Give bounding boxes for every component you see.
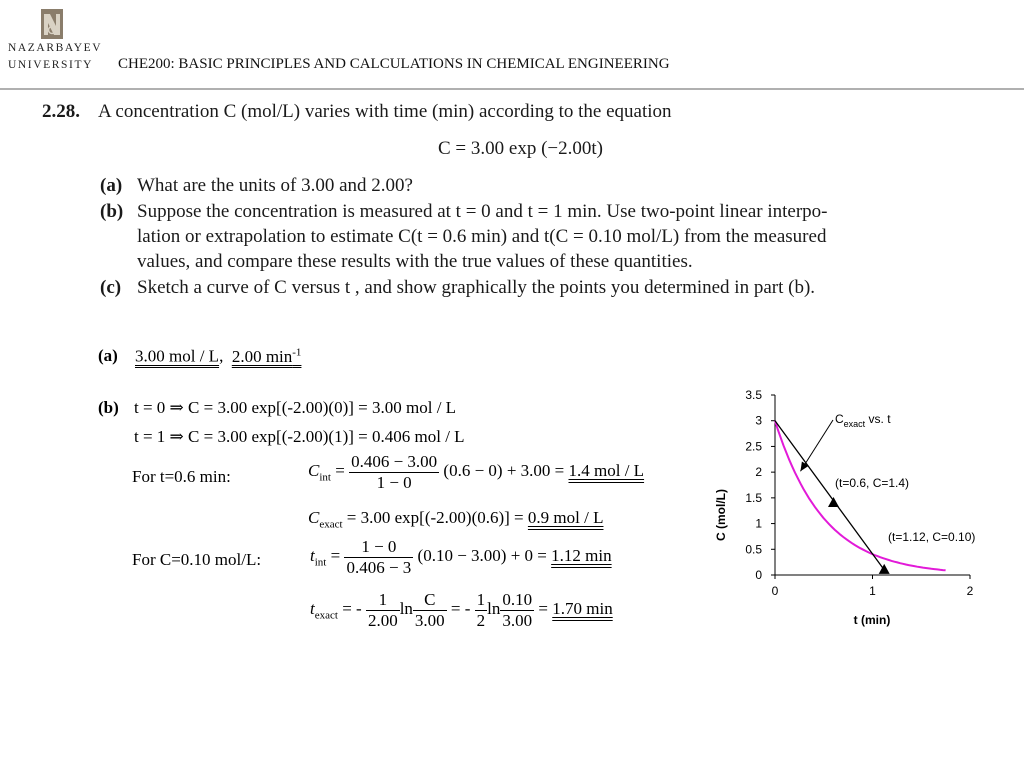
solution-b-label: (b) bbox=[98, 398, 119, 417]
part-c-text: Sketch a curve of C versus t , and show graphically the points you determined in part (b). bbox=[137, 277, 816, 298]
texact-frac3-den: 2 bbox=[476, 610, 486, 630]
texact-frac2 bbox=[413, 590, 447, 630]
part-a-text: What are the units of 3.00 and 2.00? bbox=[137, 175, 413, 196]
chart-point-label-1: (t=0.6, C=1.4) bbox=[835, 476, 910, 490]
for-t-label: For t=0.6 min: bbox=[132, 467, 231, 486]
data-point-1 bbox=[828, 497, 839, 507]
problem-equation: C = 3.00 exp (−2.00t) bbox=[438, 138, 603, 159]
cexact-equation bbox=[308, 508, 603, 530]
series-exact-curve bbox=[775, 421, 946, 571]
concentration-chart bbox=[700, 380, 1020, 640]
series-linear-line bbox=[775, 421, 884, 570]
texact-frac3-num: 1 bbox=[476, 590, 486, 609]
problem-intro: A concentration C (mol/L) varies with time (min) according to the equation bbox=[98, 101, 672, 122]
annotation-sub: exact bbox=[843, 419, 866, 429]
texact-sub: exact bbox=[314, 609, 338, 622]
y-tick-label: 1.5 bbox=[745, 490, 762, 505]
y-tick-label: 2 bbox=[755, 465, 762, 480]
x-tick-label: 1 bbox=[869, 584, 876, 598]
texact-frac2-num: C bbox=[413, 590, 447, 611]
texact-eq2: = - bbox=[450, 598, 471, 618]
texact-var: t bbox=[310, 598, 315, 618]
university-name-line2: UNIVERSITY bbox=[8, 59, 93, 71]
university-name-line1: NAZARBAYEV bbox=[8, 42, 103, 54]
y-tick-label: 1 bbox=[755, 516, 762, 531]
cint-result: 1.4 mol / L bbox=[568, 460, 645, 480]
chart-x-axis-label: t (min) bbox=[853, 613, 891, 627]
for-c-label: For C=0.10 mol/L: bbox=[132, 550, 262, 569]
cint-fraction bbox=[349, 452, 439, 492]
texact-frac1-num: 1 bbox=[366, 590, 400, 611]
texact-frac1-den: 2.00 bbox=[367, 610, 398, 630]
texact-frac3 bbox=[475, 590, 488, 630]
chart-y-axis-label: C (mol/L) bbox=[714, 489, 728, 541]
solution-b-line1: t = 0 ⇒ C = 3.00 exp[(-2.00)(0)] = 3.00 mol / L bbox=[134, 398, 457, 417]
annotation-arrow-line bbox=[800, 420, 833, 471]
cint-rest: (0.6 − 0) + 3.00 = bbox=[443, 460, 565, 480]
cint-den: 1 − 0 bbox=[376, 472, 412, 492]
header-divider bbox=[0, 88, 1024, 90]
chart-marks bbox=[775, 420, 946, 574]
cexact-sub: exact bbox=[319, 518, 343, 531]
texact-frac4 bbox=[500, 590, 534, 630]
answer-units-2-sup: -1 bbox=[292, 346, 302, 358]
tint-var: t bbox=[310, 545, 315, 565]
tint-equation: $t_{int}$ = $\frac{1 - 0}{0.406 - 3}$ (0.10 − 3.00) + 0 = 1.12 min bbox=[310, 537, 612, 577]
problem-number: 2.28. bbox=[42, 101, 80, 122]
cint-var: C bbox=[308, 460, 320, 480]
cexact-result: 0.9 mol / L bbox=[527, 508, 604, 527]
answer-units-2 bbox=[232, 347, 302, 366]
tint-rest: (0.10 − 3.00) + 0 = bbox=[417, 545, 547, 565]
cint-sub: int bbox=[319, 471, 331, 484]
university-logo-icon bbox=[40, 8, 64, 40]
cint-equation: $C_{int}$ = $\frac{0.406 - 3.00}{1 - 0}$ (0.6 − 0) + 3.00 = 1.4 mol / L bbox=[308, 452, 645, 492]
solution-a-answer bbox=[135, 346, 301, 367]
y-tick-label: 0.5 bbox=[745, 542, 762, 557]
y-tick-label: 0 bbox=[755, 568, 762, 582]
annotation-main: C bbox=[835, 412, 844, 426]
solution-b-line2: t = 1 ⇒ C = 3.00 exp[(-2.00)(1)] = 0.406 mol / L bbox=[134, 427, 465, 446]
texact-frac2-den: 3.00 bbox=[414, 610, 445, 630]
tint-den: 0.406 − 3 bbox=[346, 557, 412, 577]
y-tick-label: 2.5 bbox=[745, 439, 762, 454]
y-tick-label: 3.5 bbox=[745, 388, 762, 402]
tint-sub: int bbox=[314, 556, 327, 569]
tint-fraction bbox=[344, 537, 413, 577]
part-a-label: (a) bbox=[100, 175, 123, 196]
texact-ln2: ln bbox=[487, 598, 501, 618]
texact-frac4-num: 0.10 bbox=[502, 590, 533, 609]
tint-result: 1.12 min bbox=[551, 545, 612, 565]
texact-frac4-den: 3.00 bbox=[502, 610, 533, 630]
annotation-arrow-head bbox=[800, 462, 808, 472]
cexact-expr: = 3.00 exp[(-2.00)(0.6)] = bbox=[346, 508, 524, 527]
annotation-tail: vs. t bbox=[865, 412, 891, 426]
x-tick-label: 0 bbox=[771, 584, 779, 598]
part-b-label: (b) bbox=[100, 201, 124, 222]
chart-annotation-cexact bbox=[835, 412, 891, 429]
answer-units-2-text: 2.00 min bbox=[231, 346, 293, 366]
part-c-label: (c) bbox=[100, 277, 122, 298]
texact-frac1 bbox=[366, 590, 400, 630]
solution-a-label: (a) bbox=[98, 346, 118, 365]
cint-num: 0.406 − 3.00 bbox=[351, 452, 438, 471]
x-tick-label: 2 bbox=[966, 584, 974, 598]
texact-result: 1.70 min bbox=[552, 598, 613, 618]
answer-separator: , bbox=[219, 346, 224, 366]
y-tick-label: 3 bbox=[755, 413, 762, 428]
texact-ln: ln bbox=[399, 598, 413, 618]
tint-num: 1 − 0 bbox=[344, 537, 413, 558]
cexact-var: C bbox=[308, 508, 320, 527]
texact-eq3: = bbox=[538, 598, 548, 618]
part-b-line3: values, and compare these results with the true values of these quantities. bbox=[137, 251, 693, 272]
chart-point-label-2: (t=1.12, C=0.10) bbox=[888, 530, 976, 544]
answer-units-3: 3.00 mol / L bbox=[135, 346, 220, 366]
course-title: CHE200: BASIC PRINCIPLES AND CALCULATIONS IN CHEMICAL ENGINEERING bbox=[118, 56, 670, 72]
part-b-line2: lation or extrapolation to estimate C(t = 0.6 min) and t(C = 0.10 mol/L) from the measured bbox=[137, 226, 827, 247]
texact-equation bbox=[310, 590, 613, 630]
part-b-line1: Suppose the concentration is measured at t = 0 and t = 1 min. Use two-point linear interpo- bbox=[137, 201, 828, 222]
texact-eq: = - bbox=[342, 598, 362, 618]
